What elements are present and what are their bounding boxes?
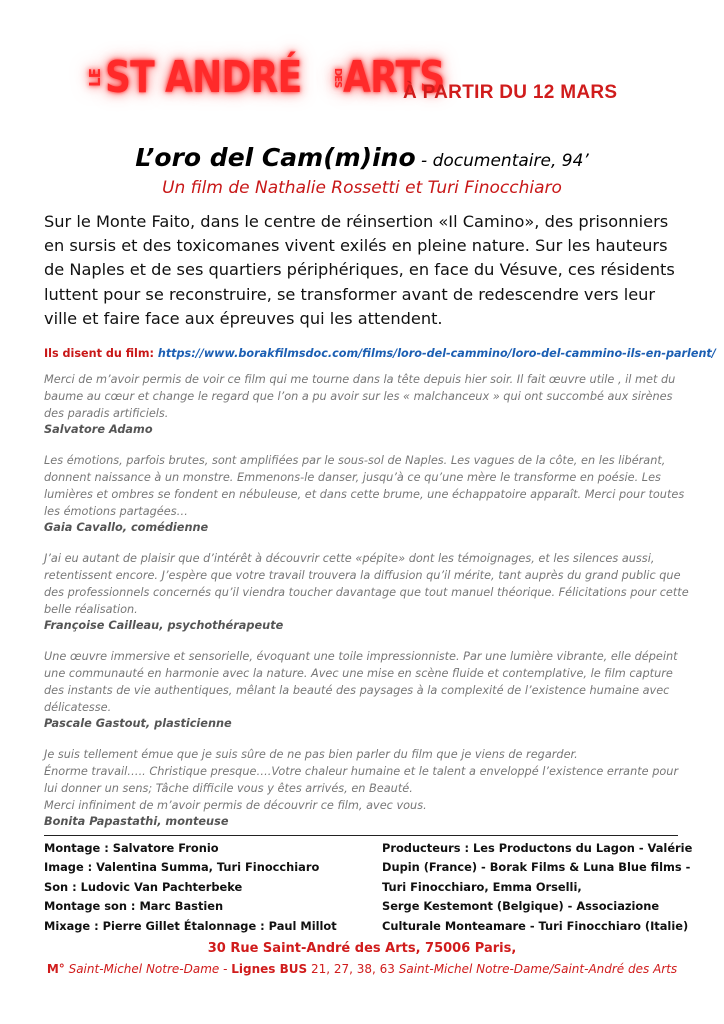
producer-line: Serge Kestemont (Belgique) - Associazione xyxy=(382,899,660,914)
transport-info xyxy=(0,962,724,976)
producer-line: Culturale Monteamare - Turi Finocchiaro (Italie) xyxy=(382,918,689,933)
logo-arts: ARTS xyxy=(343,52,445,103)
logo-le: LE xyxy=(86,69,104,87)
quote-text: Merci de m’avoir permis de voir ce film qui me tourne dans la tête depuis hier soir. Il fait œuvre utile , il met du baume au cœur et change le regard que l’on a pu avoir sur les « malchanceux » qui ont succombé aux sirènes des paradis artificiels. xyxy=(44,373,676,420)
film-subtitle: - documentaire, 94’ xyxy=(415,151,589,171)
film-title: L’oro del Cam(m)ino xyxy=(135,143,416,172)
quote-item xyxy=(44,453,690,537)
quote-author: Gaia Cavallo, comédienne xyxy=(44,521,209,535)
quote-text: Je suis tellement émue que je suis sûre de ne pas bien parler du film que je viens de regarder. Énorme travail….. Christique presque….Votre chaleur humaine et le talent a enveloppé l’existence errante pour lui donner un sens; Tâche difficile vous y êtes arrivés, en Beauté. Merci infiniment de m’avoir permis de découvrir ce film, avec vous. xyxy=(44,748,679,812)
producer-line: Dupin (France) - Borak Films & Luna Blue films - xyxy=(382,860,691,875)
quote-text: Une œuvre immersive et sensorielle, évoquant une toile impressionniste. Par une lumière vibrante, elle dépeint une communauté en harmonie avec la nature. Avec une mise en scène fluide et contemplative, le film capture des instants de vie authentiques, mêlant la beauté des paysages à la complexité de l’existence humaine avec délicatesse. xyxy=(44,650,678,714)
reviews-header xyxy=(44,347,716,360)
divider xyxy=(44,835,678,836)
cinema-address: 30 Rue Saint-André des Arts, 75006 Paris, xyxy=(207,941,517,956)
reviews-label: Ils disent du film: xyxy=(44,347,158,360)
producer-line: Turi Finocchiaro, Emma Orselli, xyxy=(382,879,582,894)
credit-line: Son : Ludovic Van Pachterbeke xyxy=(44,879,243,894)
release-date: À PARTIR DU 12 MARS xyxy=(403,82,618,103)
metro-station: Saint-Michel Notre-Dame xyxy=(64,962,220,976)
credit-line: Montage son : Marc Bastien xyxy=(44,899,224,914)
quote-text: J’ai eu autant de plaisir que d’intérêt à découvrir cette «pépite» dont les témoignages, et les silences aussi, retentissent encore. J’espère que votre travail trouvera la diffusion qu’il mérite, tant auprès du grand public que des professionnels concernés qu’il viendra toucher davantage que tout manuel théorique. Félicitations pour cette belle réalisation. xyxy=(44,552,689,616)
bus-stops: Saint-Michel Notre-Dame/Saint-André des Arts xyxy=(398,962,678,976)
quote-author: Françoise Cailleau, psychothérapeute xyxy=(44,619,284,633)
director-line: Un film de Nathalie Rossetti et Turi Finocchiaro xyxy=(162,178,562,198)
bus-lines: 21, 27, 38, 63 xyxy=(307,962,399,976)
quote-item xyxy=(44,372,690,439)
logo-andre: ANDRÉ xyxy=(164,52,302,103)
synopsis: Sur le Monte Faito, dans le centre de réinsertion «Il Camino», des prisonniers en sursis et des toxicomanes vivent exilés en pleine nature. Sur les hauteurs de Naples et de ses quartiers périphériques, en face du Vésuve, ces résidents luttent pour se reconstruire, se transformer avant de redescendre vers leur ville et faire face aux épreuves qui les attendent. xyxy=(44,212,675,328)
credits-producers xyxy=(382,839,693,936)
bus-label: Lignes BUS xyxy=(231,962,308,976)
credit-line: Montage : Salvatore Fronio xyxy=(44,841,219,855)
film-title-line xyxy=(0,143,724,172)
quote-text: Les émotions, parfois brutes, sont amplifiées par le sous-sol de Naples. Les vagues de la côte, en les libérant, donnent naissance à un monstre. Emmenons-le danser, jusqu’à ce qu’une mère le transforme en poésie. Les lumières et ombres se fondent en nébuleuse, et dans cette brume, une échappatoire apparaît. Merci pour toutes les émotions partagées… xyxy=(44,454,685,518)
credits-crew xyxy=(44,839,337,936)
quote-item xyxy=(44,747,690,831)
quote-item xyxy=(44,649,690,733)
quotes-list xyxy=(44,372,690,845)
logo-des: DES xyxy=(332,68,344,88)
transport-separator: - xyxy=(219,962,232,976)
reviews-url-link[interactable]: https://www.borakfilmsdoc.com/films/loro-del-cammino/loro-del-cammino-ils-en-parlent/ xyxy=(157,347,716,360)
credit-line: Image : Valentina Summa, Turi Finocchiaro xyxy=(44,860,320,875)
logo-st: ST xyxy=(105,52,154,103)
credit-line: Mixage : Pierre Gillet Étalonnage : Paul Millot xyxy=(44,918,337,933)
metro-label: M° xyxy=(46,962,65,976)
quote-item xyxy=(44,551,690,635)
quote-author: Bonita Papastathi, monteuse xyxy=(44,815,229,829)
producer-line: Producteurs : Les Productons du Lagon - Valérie xyxy=(382,841,693,855)
quote-author: Pascale Gastout, plasticienne xyxy=(44,717,232,731)
quote-author: Salvatore Adamo xyxy=(44,423,153,437)
